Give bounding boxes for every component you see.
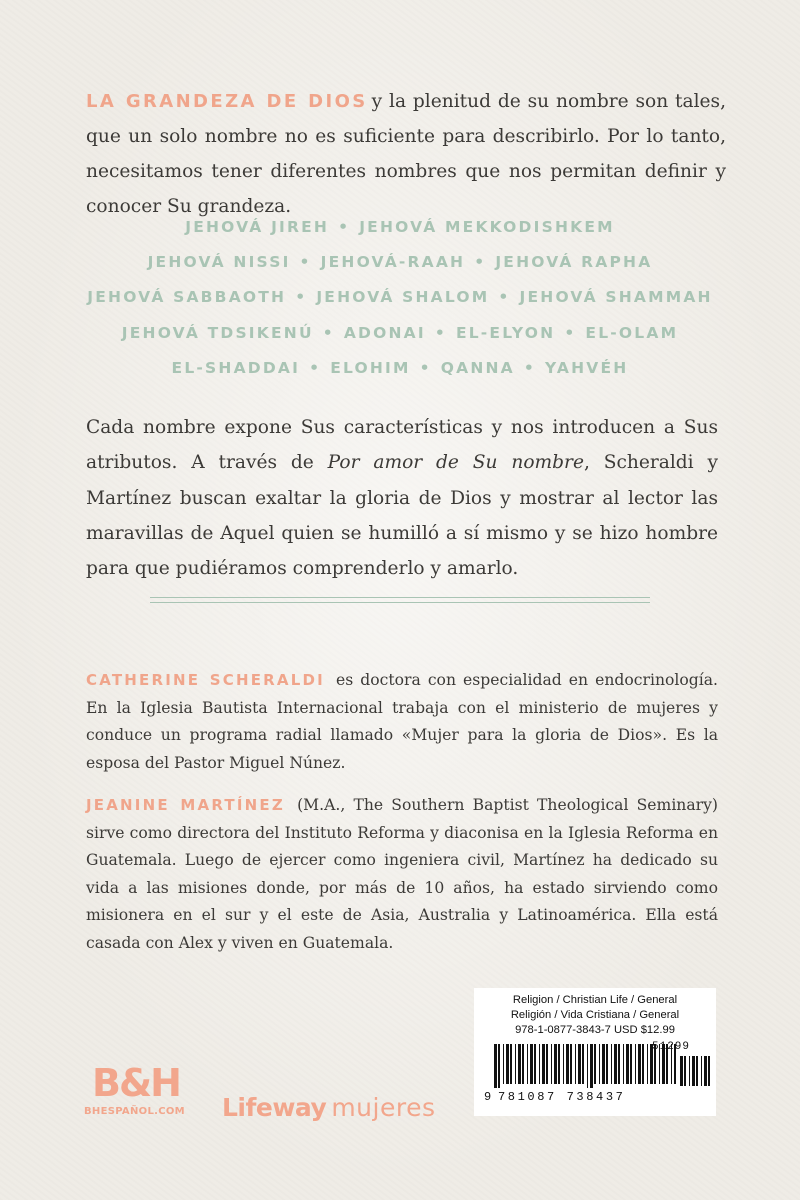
- author-name: CATHERINE SCHERALDI: [86, 671, 325, 689]
- name-of-god: JEHOVÁ MEKKODISHKEM: [359, 218, 615, 236]
- isbn-barcode: [494, 1044, 676, 1088]
- category-spanish: Religión / Vida Cristiana / General: [510, 1009, 680, 1021]
- bullet-separator: •: [498, 288, 511, 307]
- name-of-god: JEHOVÁ SHALOM: [316, 288, 490, 307]
- names-line: [50, 280, 750, 315]
- bh-website: BHESPAÑOL.COM: [84, 1106, 185, 1117]
- lifeway-sub: mujeres: [331, 1093, 436, 1122]
- bullet-separator: •: [338, 218, 351, 236]
- bullet-separator: •: [564, 323, 577, 342]
- isbn-price: 978-1-0877-3843-7 USD $12.99: [515, 1024, 675, 1036]
- name-of-god: JEHOVÁ NISSI: [147, 253, 291, 272]
- bullet-separator: •: [474, 253, 487, 272]
- name-of-god: ADONAI: [343, 323, 426, 342]
- name-of-god: EL-OLAM: [585, 323, 679, 342]
- name-of-god: JEHOVÁ JIREH: [185, 218, 330, 236]
- bullet-separator: •: [299, 253, 312, 272]
- name-of-god: ELOHIM: [330, 358, 411, 377]
- author-bio-scheraldi: [86, 667, 718, 777]
- bh-publisher-logo: [84, 1061, 185, 1122]
- author-bio-martinez: [86, 792, 718, 958]
- names-line: [50, 316, 750, 351]
- name-of-god: YAHVÉH: [544, 358, 629, 377]
- bh-logo-mark: B&H: [92, 1061, 180, 1105]
- lifeway-mujeres-logo: [222, 1088, 452, 1128]
- name-of-god: JEHOVÁ RAPHA: [495, 253, 653, 272]
- book-title: Por amor de Su nombre: [327, 452, 584, 474]
- name-of-god: JEHOVÁ SHAMMAH: [519, 288, 713, 307]
- bullet-separator: •: [523, 358, 536, 377]
- intro-heading: LA GRANDEZA DE DIOS: [86, 91, 368, 112]
- name-of-god: JEHOVÁ TDSIKENÚ: [121, 323, 314, 342]
- bullet-separator: •: [309, 358, 322, 377]
- name-of-god: EL-ELYON: [455, 323, 556, 342]
- bullet-separator: •: [419, 358, 432, 377]
- price-addon-code: 51299: [652, 1041, 691, 1053]
- barcode-digits: 781087 738437: [498, 1090, 626, 1104]
- bullet-separator: •: [322, 323, 335, 342]
- author-bio-text: (M.A., The Southern Baptist Theological Seminary) sirve como directora del Instituto Reforma y diaconisa en la Iglesia Reforma en Guatemala. Luego de ejercer como ingeniera civil, Martínez ha dedicado su vida a las misiones donde, por más de 10 años, ha estado sirviendo como misionera en el sur y el este de Asia, Australia y Latinoamérica. Ella está casada con Alex y viven en Guatemala.: [86, 796, 718, 952]
- intro-paragraph: [86, 84, 726, 224]
- names-line: [50, 245, 750, 280]
- name-of-god: EL-SHADDAI: [171, 358, 301, 377]
- description-paragraph: [86, 410, 718, 586]
- category-english: Religion / Christian Life / General: [512, 994, 678, 1006]
- author-name: JEANINE MARTÍNEZ: [86, 796, 285, 814]
- name-of-god: JEHOVÁ SABBAOTH: [87, 288, 287, 307]
- description-text-1: Cada nombre expone Sus características y nos introducen a Sus atributos. A través de: [86, 417, 718, 474]
- name-of-god: JEHOVÁ-RAAH: [320, 253, 466, 272]
- names-line: [50, 351, 750, 386]
- names-of-god-list: [50, 210, 750, 386]
- bullet-separator: •: [295, 288, 308, 307]
- section-divider: [150, 597, 650, 603]
- barcode-lead-digit: 9: [484, 1090, 492, 1104]
- name-of-god: QANNA: [440, 358, 515, 377]
- bullet-separator: •: [434, 323, 447, 342]
- names-line: [50, 210, 750, 245]
- author-bio-text: es doctora con especialidad en endocrinología. En la Iglesia Bautista Internacional trabaja con el ministerio de mujeres y conduce un programa radial llamado «Mujer para la gloria de Dios». Es la esposa del Pastor Miguel Núnez.: [86, 671, 718, 772]
- description-text-2: , Scheraldi y Martínez buscan exaltar la gloria de Dios y mostrar al lector las maravillas de Aquel quien se humilló a sí mismo y se hizo hombre para que pudiéramos comprenderlo y amarlo.: [86, 452, 718, 580]
- barcode-box: [474, 988, 716, 1116]
- intro-text: y la plenitud de su nombre son tales, que un solo nombre no es suficiente para describirlo. Por lo tanto, necesitamos tener diferentes nombres que nos permitan definir y conocer Su grandeza.: [86, 91, 726, 217]
- lifeway-brand: Lifeway: [222, 1093, 327, 1122]
- price-addon-barcode: [680, 1056, 710, 1090]
